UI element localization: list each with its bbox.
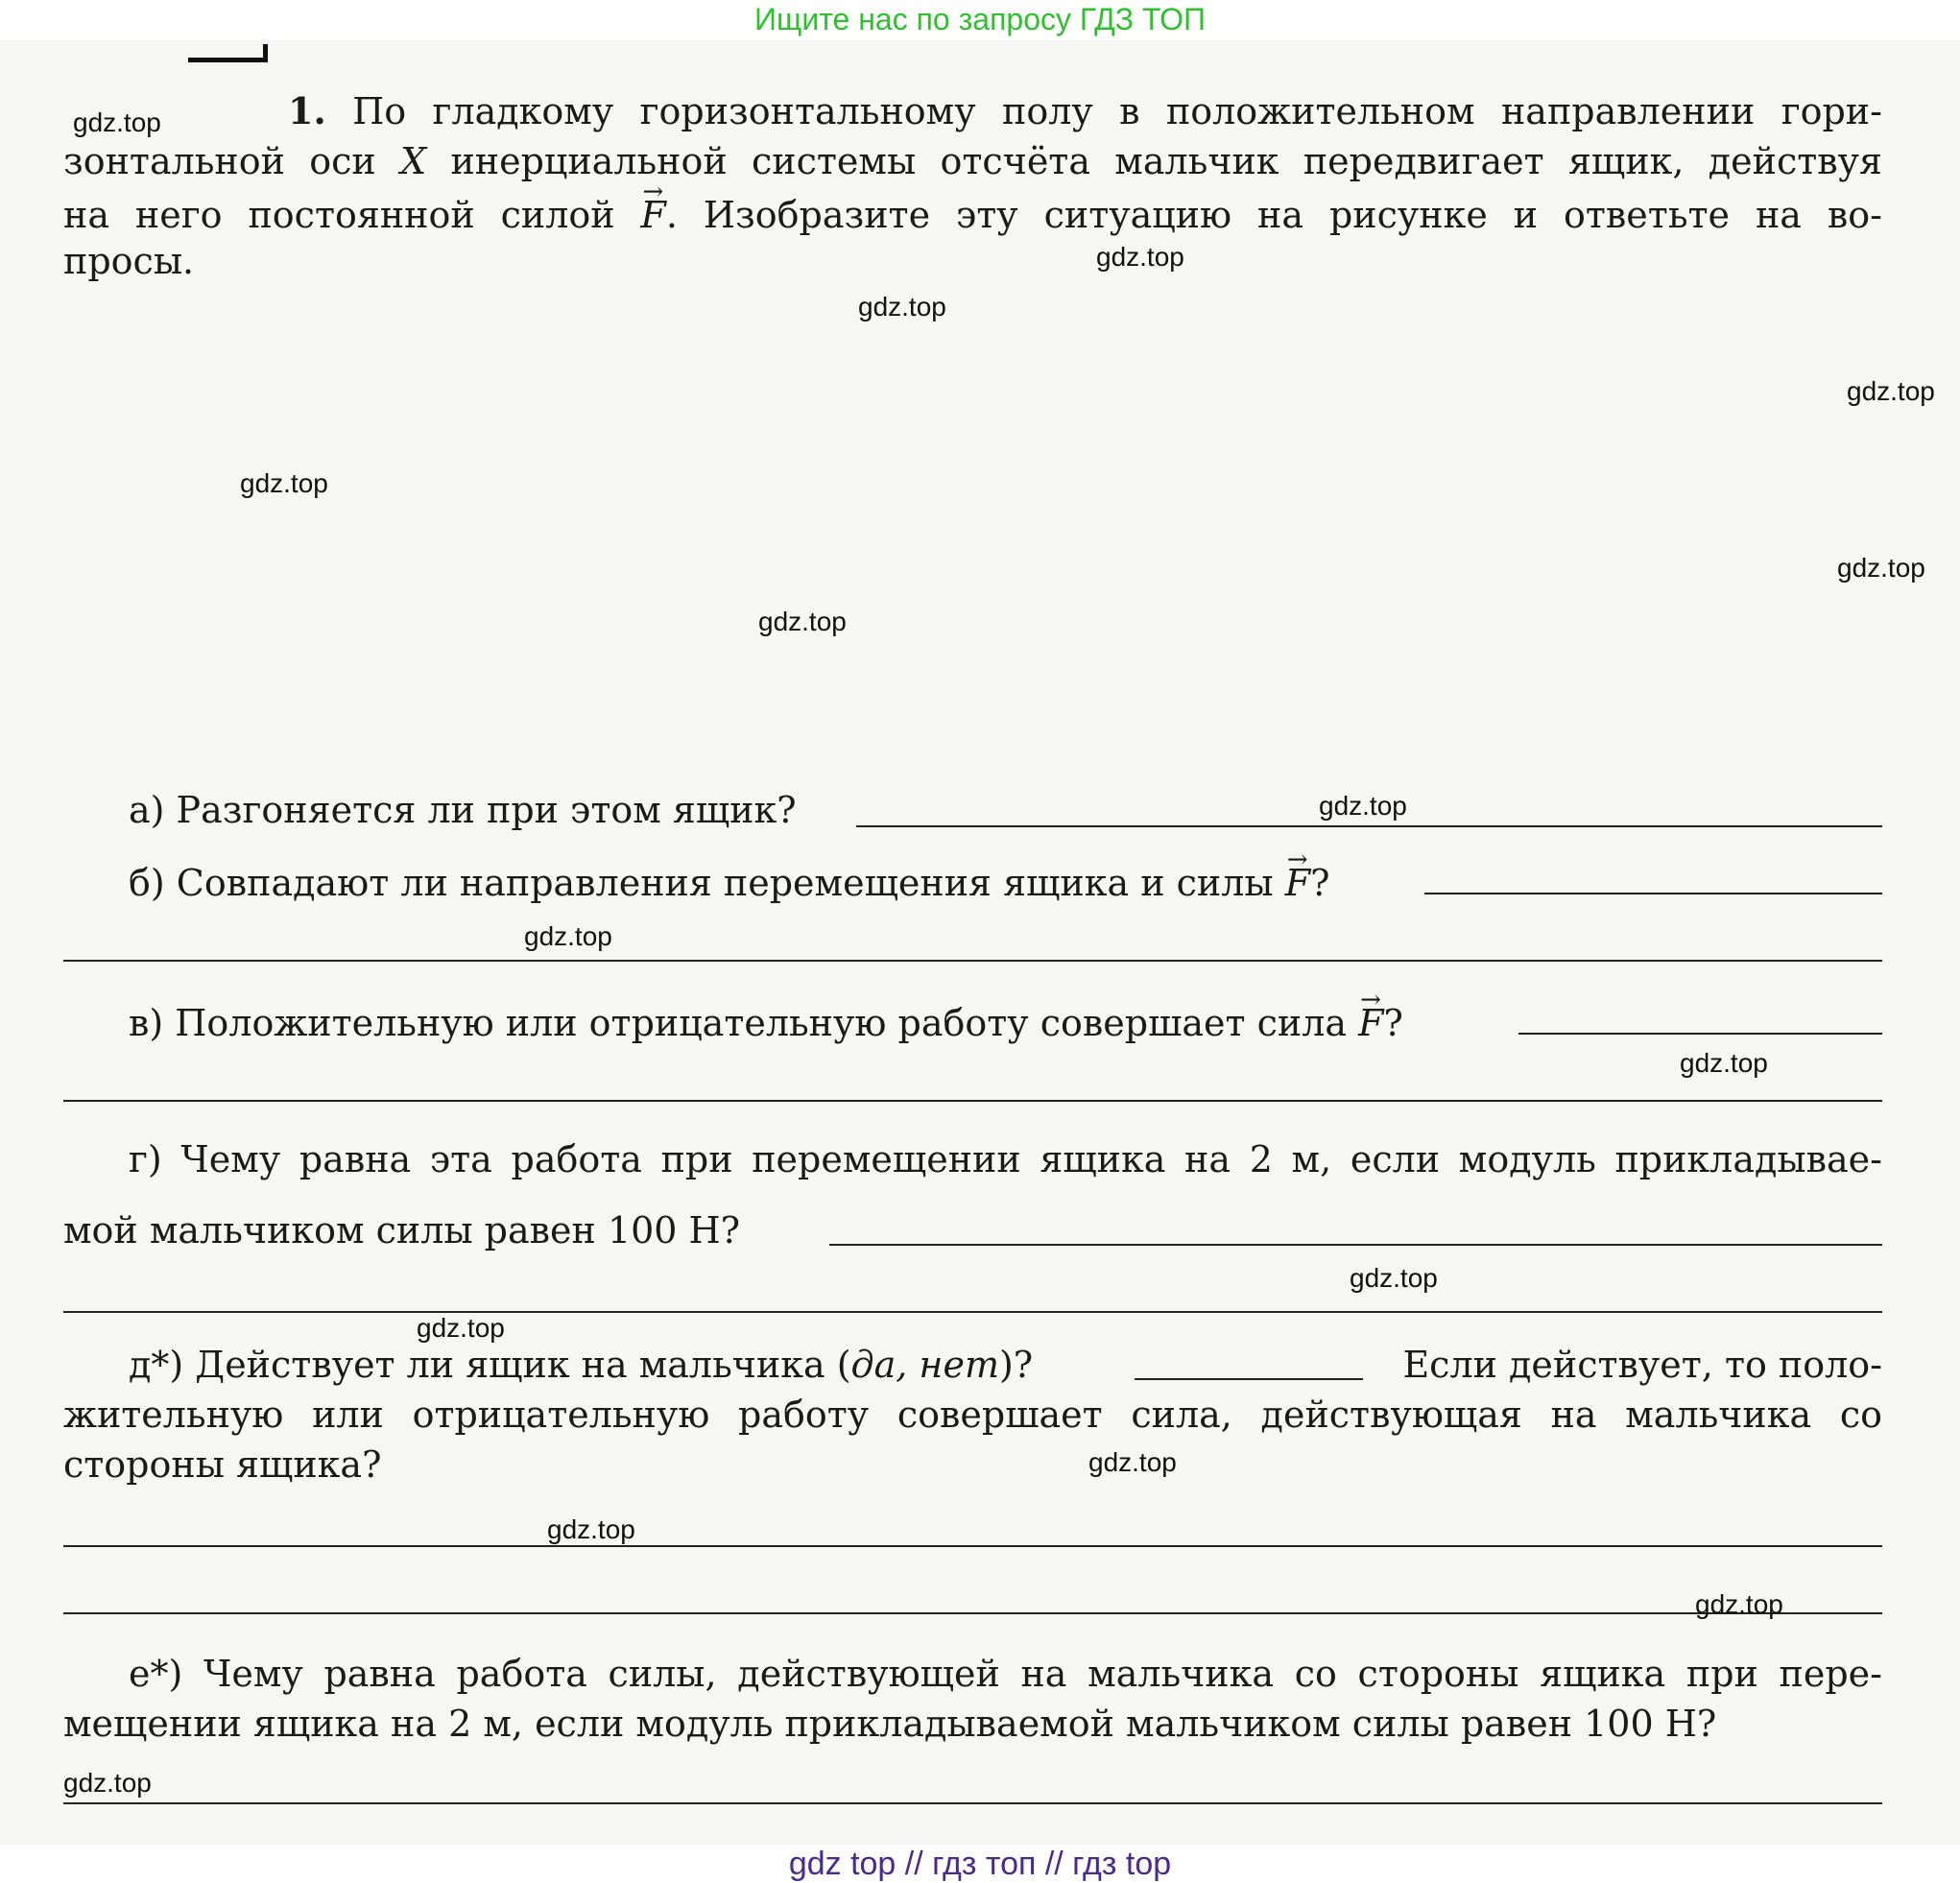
answer-line-b2[interactable]	[63, 960, 1882, 962]
top-banner: Ищите нас по запросу ГДЗ ТОП	[754, 2, 1206, 36]
question-d-options: да, нет	[850, 1344, 999, 1386]
watermark: gdz.top	[758, 607, 847, 636]
answer-line-g1[interactable]	[829, 1244, 1882, 1246]
problem-text-2a: зонтальной оси	[63, 140, 376, 182]
force-vector: → F	[1285, 854, 1310, 908]
problem-line-3	[63, 186, 1882, 240]
problem-line-2	[63, 136, 1882, 186]
answer-line-d2[interactable]	[63, 1545, 1882, 1547]
question-b-mark: ?	[1310, 862, 1330, 904]
answer-line-g2[interactable]	[63, 1311, 1882, 1313]
question-g-line-2: мой мальчиком силы равен 100 Н?	[63, 1209, 741, 1251]
question-d-text: д*) Действует ли ящик на мальчика (	[129, 1344, 851, 1386]
bottom-banner: gdz top // гдз топ // гдз top	[788, 1846, 1172, 1882]
question-e-line-1: е*) Чему равна работа силы, действующей на мальчика со стороны ящика при пере-	[129, 1653, 1882, 1695]
question-b	[129, 854, 1415, 908]
answer-line-b1[interactable]	[1424, 893, 1882, 894]
answer-line-d1[interactable]	[1135, 1378, 1363, 1380]
watermark: gdz.top	[1088, 1447, 1177, 1477]
watermark: gdz.top	[858, 292, 946, 322]
watermark: gdz.top	[1096, 242, 1184, 272]
watermark: gdz.top	[1319, 791, 1407, 821]
problem-text-2b: инерциальной системы отсчёта мальчик передвигает ящик, действуя	[450, 140, 1882, 182]
question-d-line-2: жительную или отрицательную работу совершает сила, действующая на мальчика со	[63, 1394, 1882, 1436]
question-g-line-1: г) Чему равна эта работа при перемещении ящика на 2 м, если модуль прикладывае-	[129, 1138, 1882, 1180]
axis-symbol: X	[400, 140, 427, 182]
question-d-line-1	[129, 1340, 1165, 1390]
watermark: gdz.top	[1847, 376, 1935, 406]
watermark: gdz.top	[547, 1514, 635, 1544]
answer-line-e[interactable]	[63, 1802, 1882, 1804]
problem-number: 1.	[288, 89, 326, 132]
question-v	[129, 994, 1511, 1048]
answer-line-a[interactable]	[856, 825, 1882, 827]
question-d-continue: Если действует, то поло-	[1402, 1344, 1882, 1386]
question-v-text: в) Положительную или отрицательную работу совершает сила	[129, 1002, 1348, 1044]
watermark: gdz.top	[1837, 553, 1925, 583]
watermark: gdz.top	[240, 468, 328, 498]
question-d-line-3: стороны ящика?	[63, 1443, 382, 1486]
force-vector: → F	[641, 186, 666, 240]
force-vector: → F	[1358, 994, 1383, 1048]
problem-line-4: просы.	[63, 240, 195, 282]
watermark: gdz.top	[63, 1768, 152, 1798]
answer-line-v2[interactable]	[63, 1100, 1882, 1102]
problem-text-1: По гладкому горизонтальному полу в положительном направлении гори-	[352, 90, 1882, 132]
watermark: gdz.top	[1695, 1589, 1783, 1619]
answer-line-v1[interactable]	[1518, 1033, 1882, 1035]
watermark: gdz.top	[1680, 1048, 1768, 1078]
answer-line-d3[interactable]	[63, 1612, 1882, 1614]
question-e-line-2: мещении ящика на 2 м, если модуль прикладываемой мальчиком силы равен 100 Н?	[63, 1703, 1717, 1745]
problem-text-3b: . Изобразите эту ситуацию на рисунке и ответьте на во-	[665, 194, 1882, 236]
watermark: gdz.top	[524, 921, 612, 951]
question-a: а) Разгоняется ли при этом ящик?	[129, 789, 797, 831]
watermark: gdz.top	[417, 1313, 505, 1343]
problem-line-1	[288, 86, 1882, 136]
question-d-mark: )?	[998, 1344, 1034, 1386]
watermark: gdz.top	[1350, 1263, 1438, 1293]
question-b-text: б) Совпадают ли направления перемещения ящика и силы	[129, 862, 1274, 904]
question-v-mark: ?	[1383, 1002, 1403, 1044]
watermark: gdz.top	[73, 107, 161, 137]
corner-mark	[188, 44, 268, 62]
textbook-page	[0, 40, 1960, 1845]
problem-text-3a: на него постоянной силой	[63, 194, 615, 236]
